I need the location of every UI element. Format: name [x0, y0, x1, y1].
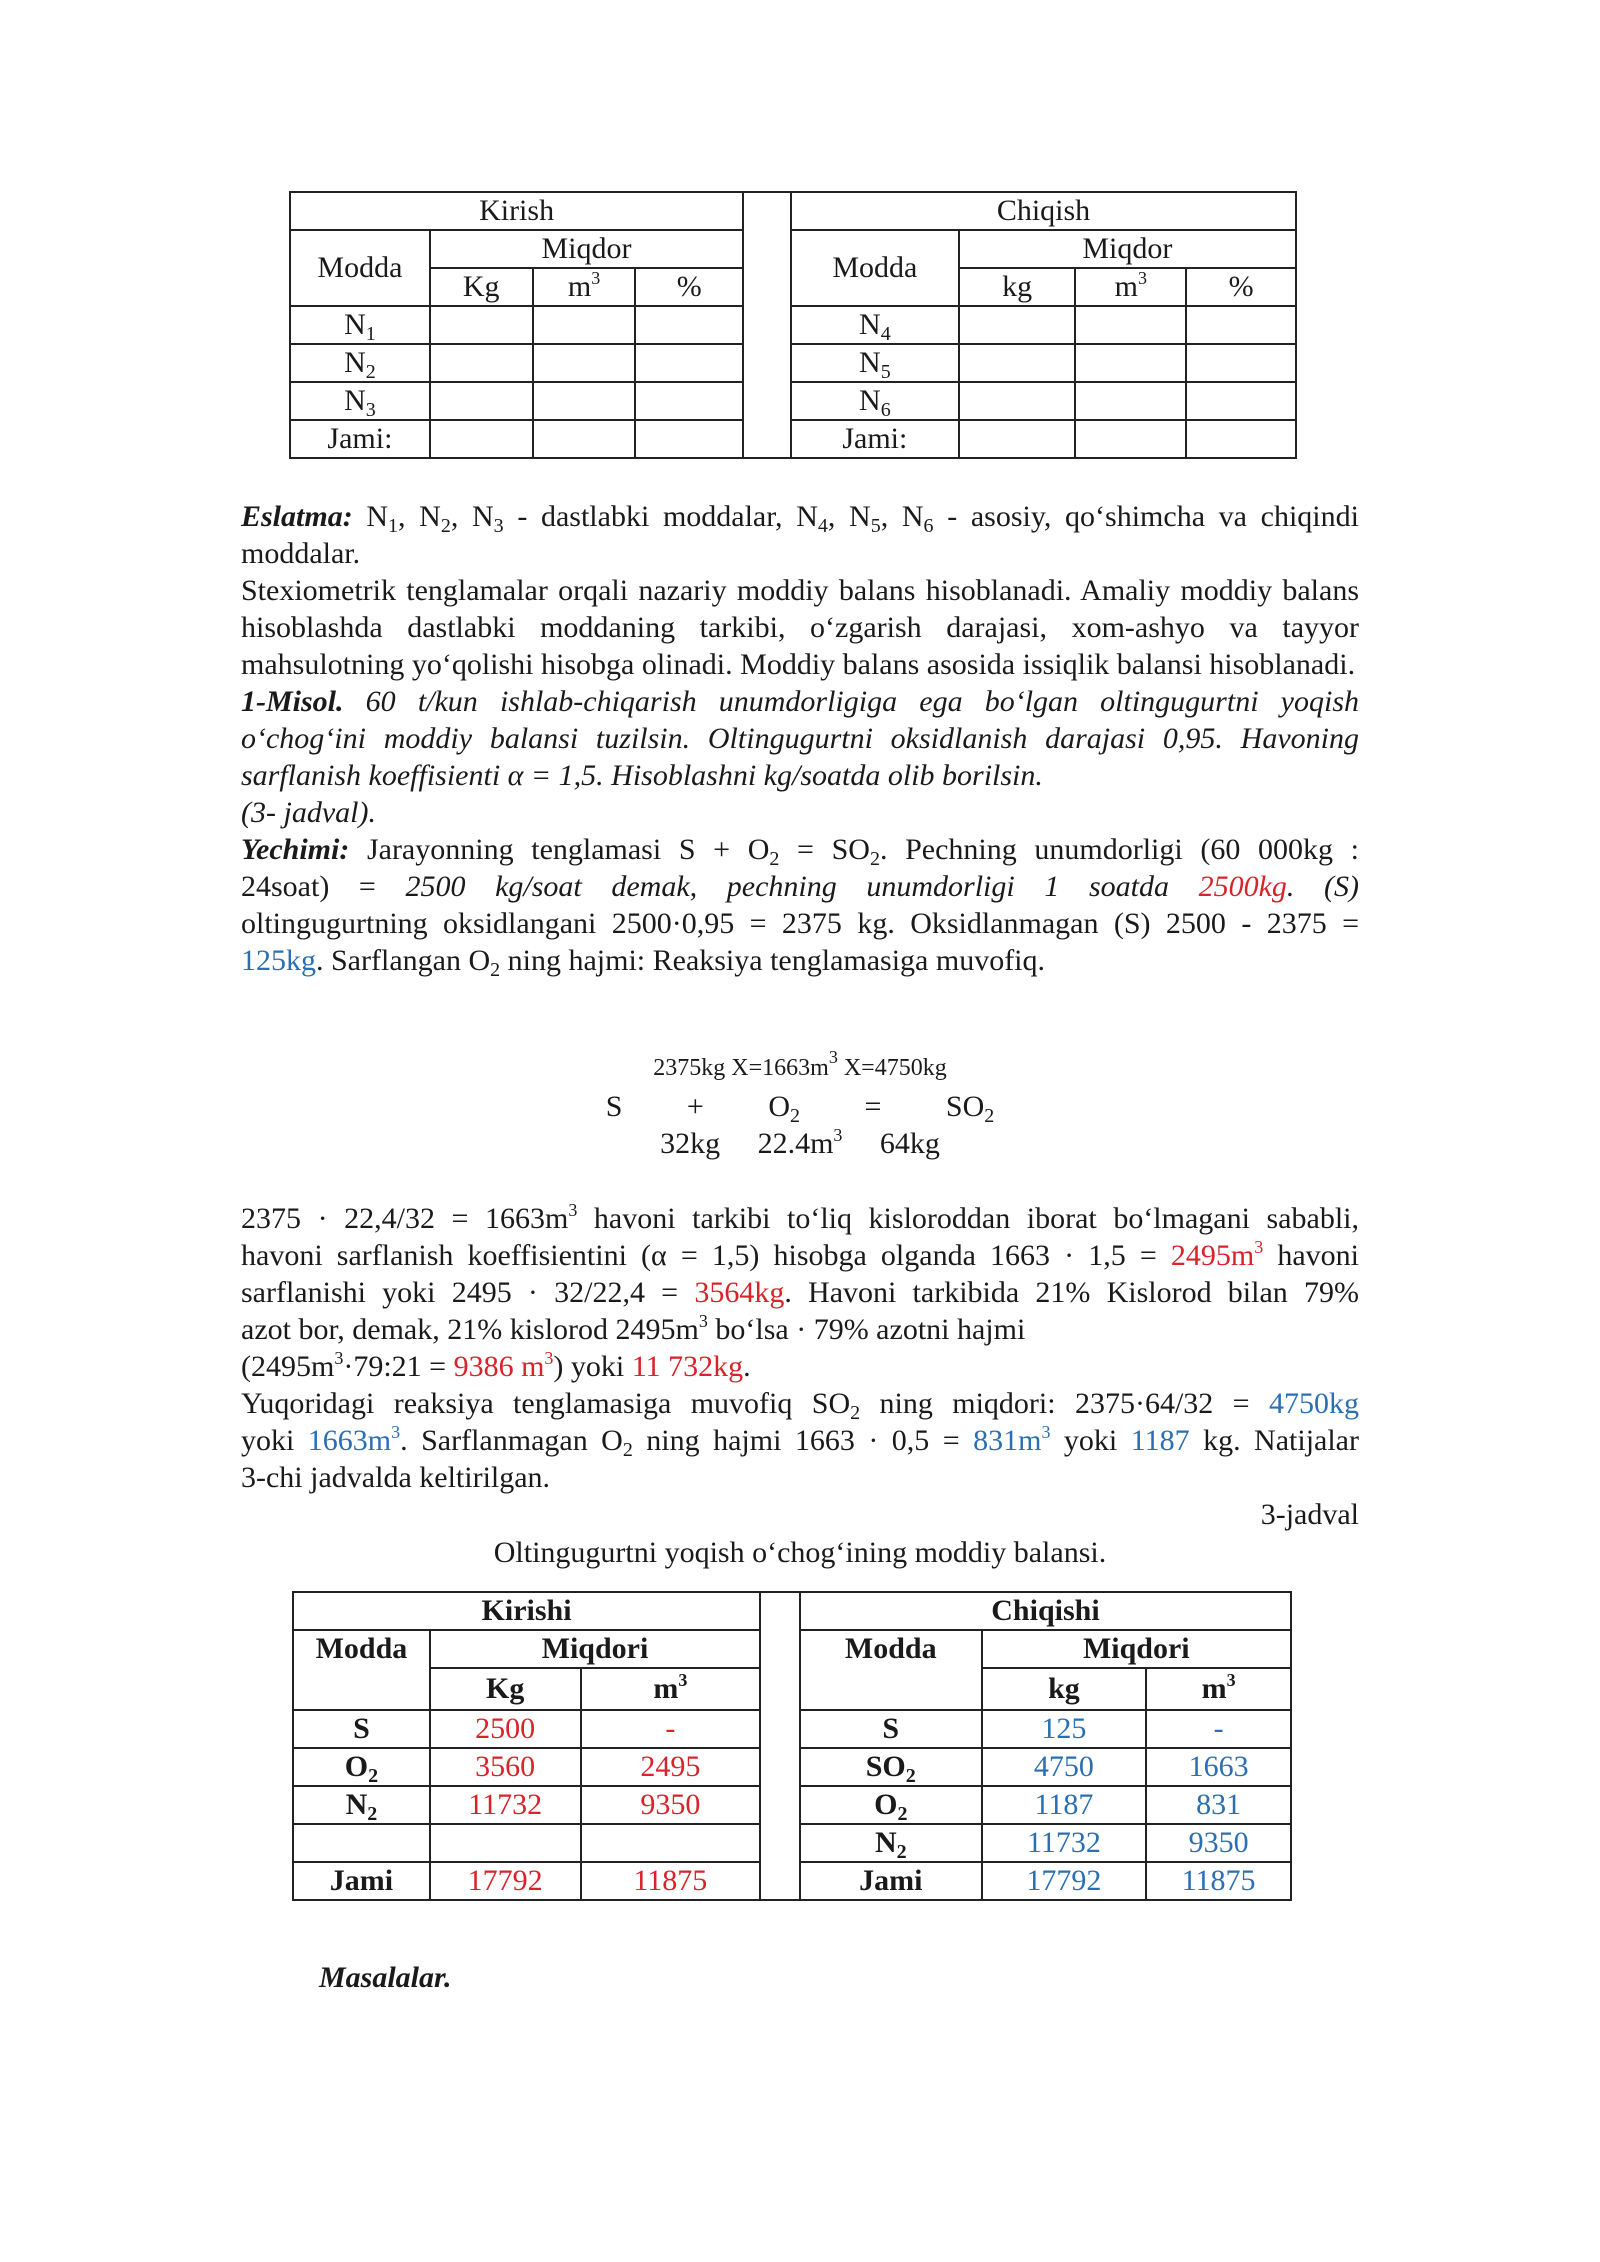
template-balance-table: [289, 191, 1297, 459]
modda-header: Modda: [800, 1630, 982, 1710]
modda-header: Modda: [791, 230, 959, 306]
m3-header: $m^3$: [581, 1668, 761, 1710]
modda-header: Modda: [293, 1630, 430, 1710]
percent-header: %: [635, 268, 743, 306]
table-row: $O_2$ 3560 2495 $SO_2$ 4750 1663: [293, 1748, 1291, 1786]
m3-header: $m^3$: [1075, 268, 1186, 306]
kg-header: kg: [959, 268, 1076, 306]
miqdor-header: Miqdor: [430, 230, 743, 268]
kg-header: Kg: [430, 268, 533, 306]
chiqish-header: Chiqish: [791, 192, 1296, 230]
m3-header: $m^3$: [1146, 1668, 1291, 1710]
reaction-equation: S + $O_2$ = $SO_2$: [605, 1090, 995, 1127]
chiqishi-header: Chiqishi: [800, 1592, 1291, 1630]
eslatma-label: Eslatma:: [241, 500, 353, 533]
miqdori-header: Miqdori: [982, 1630, 1291, 1668]
modda-header: Modda: [290, 230, 430, 306]
table-row: $N_2$ 11732 9350 $O_2$ 1187 831: [293, 1786, 1291, 1824]
table-row: $N_3$ $N_6$: [290, 382, 1296, 420]
table-row: Jami: Jami:: [290, 420, 1296, 458]
table-number: 3-jadval: [1260, 1498, 1359, 1531]
kirishi-header: Kirishi: [293, 1592, 760, 1630]
table-row: $N_2$ $N_5$: [290, 344, 1296, 382]
kg-header: kg: [982, 1668, 1147, 1710]
reaction-equation: 2375kg $X=1663m^3$ X=4750kg: [653, 1047, 947, 1081]
kg-header: Kg: [430, 1668, 581, 1710]
miqdori-header: Miqdori: [430, 1630, 760, 1668]
table-caption: Oltingugurtni yoqish o‘chog‘ining moddiy balansi.: [493, 1536, 1107, 1569]
paragraph: Stexiometrik tenglamalar orqali nazariy moddiy balans hisoblanadi. Amaliy moddiy balans hisoblashda dastlabki moddaning tarkibi, o‘zgarish darajasi, xom-ashyo va tayyor mahsulotning yo‘qolishi hisobga olinadi. Moddiy balans asosida issiqlik balansi hisoblanadi.: [241, 574, 1359, 681]
m3-header: $m^3$: [533, 268, 636, 306]
table-row: $N_2$ 11732 9350: [293, 1824, 1291, 1862]
table-row: S 2500 - S 125 -: [293, 1710, 1291, 1748]
masalalar-heading: Masalalar.: [319, 1961, 452, 1994]
percent-header: %: [1186, 268, 1296, 306]
table-row: $N_1$ $N_4$: [290, 306, 1296, 344]
table-row: Jami 17792 11875 Jami 17792 11875: [293, 1862, 1291, 1900]
reaction-equation: 32kg $22.4m^3$ 64kg: [660, 1125, 940, 1160]
misol-label: 1-Misol.: [241, 685, 344, 718]
body-text: $2375 \cdot 22,4/32 = 1663m^3$ havoni tarkibi to‘liq kisloroddan iborat bo‘lmagani sababli, havoni sarflanish koeffisientini (α = 1,5) hisobga olganda $1663 \cdot 1,5 = 2495m^3$ havoni sarflanishi yoki 2495 · 32/22,4 = 3564kg. Havoni tarkibida 21% Kislorod bilan 79% azot bor, demak, 21% kislorod $2495m^3$ bo‘lsa · 79% azotni hajmi ($2495m^3\cdot 79:21 = 9386$ $m^3$) yoki 11 732kg. Yuqoridagi reaksiya tenglamasiga muvofiq $SO_2$ ning miqdori: 2375·64/32 = 4750kg yoki $1663m^3$. Sarflanmagan $O_2$ ning hajmi $1663 \cdot 0,5 = 831m^3$ yoki 1187 kg. Natijalar 3-chi jadvalda keltirilgan. 3-jadval: [241, 1200, 1359, 1531]
body-text: Eslatma: $N_1$, $N_2$, $N_3$ - dastlabki moddalar, $N_4$, $N_5$, $N_6$ - asosiy, qo‘shimcha va chiqindi moddalar. Stexiometrik tenglamalar orqali nazariy moddiy balans hisoblanadi. Amaliy moddiy balans hisoblashda dastlabki moddaning tarkibi, o‘zgarish darajasi, xom-ashyo va tayyor mahsulotning yo‘qolishi hisobga olinadi. Moddiy balans asosida issiqlik balansi hisoblanadi. 1-Misol. 60 t/kun ishlab-chiqarish unumdorligiga ega bo‘lgan oltingugurtni yoqish o‘chog‘ini moddiy balansi tuzilsin. Oltingugurtni oksidlanish darajasi 0,95. Havoning sarflanish koeffisienti α = 1,5. Hisoblashni kg/soatda olib borilsin. (3- jadval). Yechimi: Jarayonning tenglamasi $S + O_2 = SO_2$. Pechning unumdorligi (60 000kg : 24soat) = 2500 kg/soat demak, pechning unumdorligi 1 soatda 2500kg. (S) oltingugurtning oksidlangani 2500·0,95 = 2375 kg. Oksidlanmagan (S) 2500 - 2375 = 125kg. Sarflangan $O_2$ ning hajmi: Reaksiya tenglamasiga muvofiq.: [241, 500, 1360, 981]
kirish-header: Kirish: [290, 192, 743, 230]
miqdor-header: Miqdor: [959, 230, 1296, 268]
yechimi-label: Yechimi:: [241, 833, 350, 866]
sulfur-balance-table: [292, 1591, 1292, 1901]
